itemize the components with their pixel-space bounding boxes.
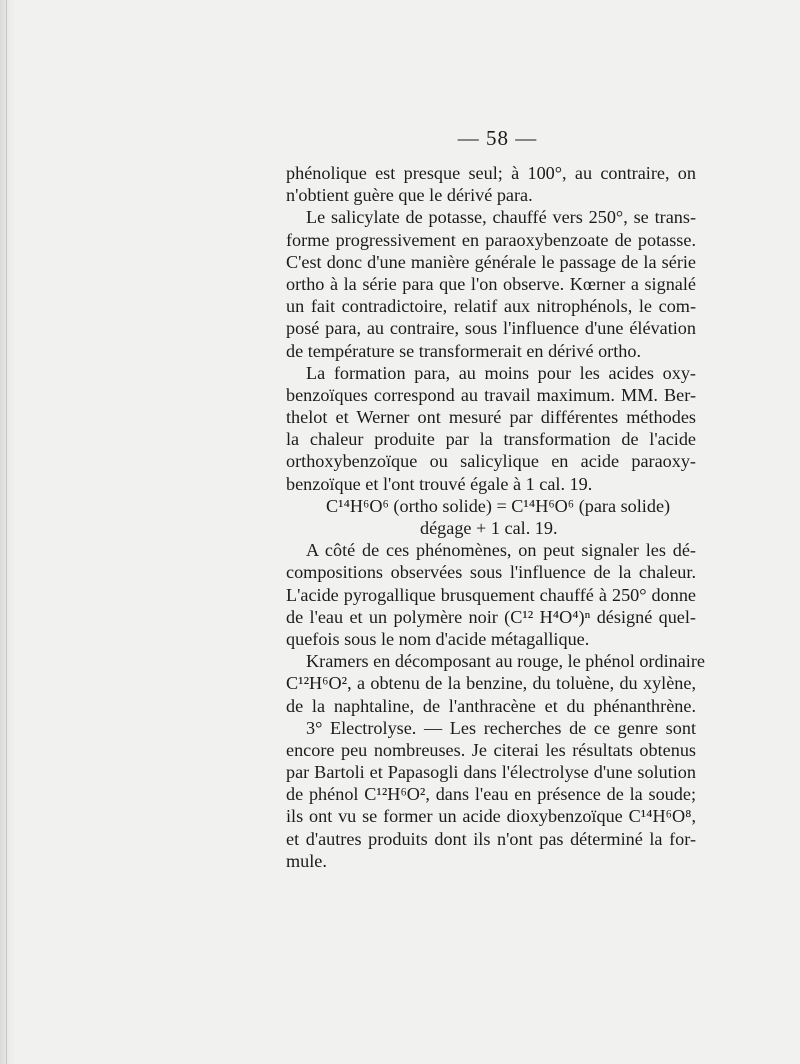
text-line: C'est donc d'une manière générale le passage de la série bbox=[286, 251, 696, 272]
text-line: un fait contradictoire, relatif aux nitrophénols, le com- bbox=[286, 296, 696, 317]
binding-line bbox=[6, 0, 7, 1064]
text-line: orthoxybenzoïque ou salicylique en acide paraoxy- bbox=[286, 451, 696, 472]
text-line: compositions observées sous l'influence de la chaleur. bbox=[286, 562, 696, 583]
text-line: Kramers en décomposant au rouge, le phénol ordinaire bbox=[306, 651, 705, 672]
body-text bbox=[286, 162, 705, 872]
text-line: de l'eau et un polymère noir (C¹² H⁴O⁴)ⁿ désigné quel- bbox=[286, 606, 696, 627]
text-line: benzoïques correspond au travail maximum. MM. Ber- bbox=[286, 384, 696, 405]
text-line: A côté de ces phénomènes, on peut signaler les dé- bbox=[306, 540, 696, 561]
text-line: thelot et Werner ont mesuré par différentes méthodes bbox=[286, 407, 696, 428]
text-line: de phénol C¹²H⁶O², dans l'eau en présence de la soude; bbox=[286, 784, 696, 805]
text-line: encore peu nombreuses. Je citerai les résultats obtenus bbox=[286, 739, 696, 760]
formula-line: dégage + 1 cal. 19. bbox=[420, 518, 558, 538]
text-line: de la naphtaline, de l'anthracène et du phénanthrène. bbox=[286, 695, 696, 716]
text-line: 3° Electrolyse. — Les recherches de ce genre sont bbox=[306, 717, 696, 738]
text-line: par Bartoli et Papasogli dans l'électrolyse d'une solution bbox=[286, 762, 696, 783]
text-line: La formation para, au moins pour les acides oxy- bbox=[306, 362, 696, 383]
text-line: ils ont vu se former un acide dioxybenzoïque C¹⁴H⁶O⁸, bbox=[286, 806, 696, 827]
text-line: posé para, au contraire, sous l'influence d'une élévation bbox=[286, 318, 696, 339]
text-line: n'obtient guère que le dérivé para. bbox=[286, 185, 533, 206]
text-line: benzoïque et l'ont trouvé égale à 1 cal. 19. bbox=[286, 473, 593, 494]
text-line: la chaleur produite par la transformation de l'acide bbox=[286, 429, 696, 450]
text-line: C¹²H⁶O², a obtenu de la benzine, du toluène, du xylène, bbox=[286, 673, 696, 694]
binding-edge bbox=[0, 0, 16, 1064]
text-line: et d'autres produits dont ils n'ont pas déterminé la for- bbox=[286, 828, 696, 849]
text-line: quefois sous le nom d'acide métagallique. bbox=[286, 628, 590, 649]
formula-line: C¹⁴H⁶O⁶ (ortho solide) = C¹⁴H⁶O⁶ (para solide) bbox=[326, 495, 671, 516]
text-line: forme progressivement en paraoxybenzoate de potasse. bbox=[286, 229, 696, 250]
text-line: de température se transformerait en dérivé ortho. bbox=[286, 340, 642, 361]
text-line: L'acide pyrogallique brusquement chauffé à 250° donne bbox=[286, 584, 696, 605]
text-line: phénolique est presque seul; à 100°, au contraire, on bbox=[286, 163, 696, 183]
text-line: Le salicylate de potasse, chauffé vers 250°, se trans- bbox=[306, 207, 696, 228]
text-line: ortho à la série para que l'on observe. Kœrner a signalé bbox=[286, 273, 696, 294]
page-number: — 58 — bbox=[457, 126, 538, 150]
text-line: mule. bbox=[286, 850, 327, 871]
